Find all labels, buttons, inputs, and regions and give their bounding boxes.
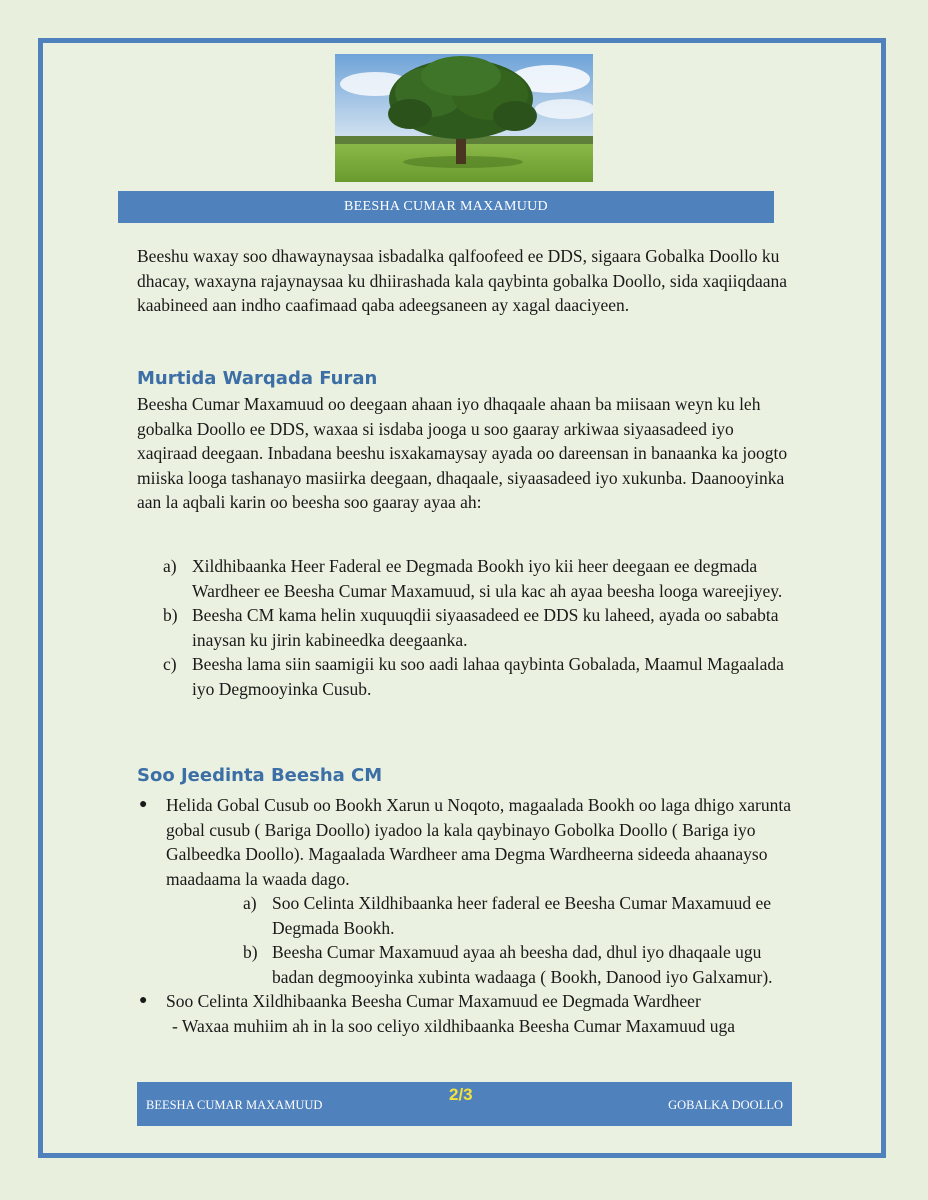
list-item [163,554,803,603]
dash-line: - Waxaa muhiim ah in la soo celiyo xildhibaanka Beesha Cumar Maxamuud uga [172,1015,735,1036]
sub-list [243,891,793,989]
proposal-list [137,793,797,1038]
list-item [243,891,793,940]
bullet-text: Soo Celinta Xildhibaanka Beesha Cumar Maxamuud ee Degmada Wardheer [166,991,701,1011]
section-heading-soo-jeedinta: Soo Jeedinta Beesha CM [137,765,383,786]
bullet-icon: ● [139,993,148,1008]
section1-paragraph: Beesha Cumar Maxamuud oo deegaan ahaan iyo dhaqaale ahaan ba miisaan weyn ku leh gobalka Doollo ee DDS, waxaa si isdaba jooga u soo gaaray arkiwaa siyaasadeed iyo xaqiraad deegaan. Inbadana beeshu isxakamaysay ayada oo dareensan in banaanka ka joogto miiska looga tashanayo masiirka deegaan, dhaqaale, siyaasadeed iyo xukunba. Daanooyinka aan la aqbali karin oo beesha soo gaaray ayaa ah: [137,394,788,512]
footer-left: BEESHA CUMAR MAXAMUUD [146,1098,323,1112]
list-item [163,603,803,652]
list-item-text: Soo Celinta Xildhibaanka heer faderal ee Beesha Cumar Maxamuud ee Degmada Bookh. [272,893,772,938]
bullet-icon: ● [139,797,148,812]
grievance-list [163,554,803,701]
page-number: 2/3 [449,1085,473,1104]
list-item-text: Beesha lama siin saamigii ku soo aadi lahaa qaybinta Gobalada, Maamul Magaalada iyo Degmooyinka Cusub. [192,654,784,699]
list-item-text: Xildhibaanka Heer Faderal ee Degmada Bookh iyo kii heer deegaan ee degmada Wardheer ee Beesha Cumar Maxamuud, si ula kac ah ayaa beesha looga wareejiyey. [192,556,783,601]
section-heading-murtida: Murtida Warqada Furan [137,368,378,389]
bullet-item [137,989,797,1014]
document-title: BEESHA CUMAR MAXAMUUD [118,191,774,223]
page-footer [137,1082,792,1126]
intro-paragraph: Beeshu waxay soo dhawaynaysaa isbadalka qalfoofeed ee DDS, sigaara Gobalka Doollo ku dhacay, waxayna rajaynaysaa ku dhiirashada kala qaybinta gobalka Doollo, sida xaqiiqdaana kaabineed aan indho caafimaad qaba adeegsaneen ay xagal daaciyeen. [137,246,788,315]
list-item-text: Beesha Cumar Maxamuud ayaa ah beesha dad, dhul iyo dhaqaale ugu badan degmooyinka xubinta wadaaga ( Bookh, Danood iyo Galxamur). [272,942,773,987]
bullet-item [137,793,797,891]
tree-image [335,54,593,182]
list-item-text: Beesha CM kama helin xuquuqdii siyaasadeed ee DDS ku laheed, ayada oo sababta inaysan ku jirin kabineedka deegaanka. [192,605,779,650]
list-item [163,652,803,701]
bullet-text: Helida Gobal Cusub oo Bookh Xarun u Noqoto, magaalada Bookh oo laga dhigo xarunta gobal cusub ( Bariga Doollo) iyadoo la kala qaybinayo Gobolka Doollo ( Bariga iyo Galbeedka Doollo). Magaalada Wardheer ama Degma Wardheerna sideeda ahaanayso maadaama la waada dago. [166,795,792,889]
list-marker: a) [243,893,257,913]
footer-right: GOBALKA DOOLLO [668,1098,783,1112]
list-item [243,940,793,989]
list-marker: c) [163,654,177,674]
list-marker: b) [163,605,178,625]
list-marker: a) [163,556,177,576]
list-marker: b) [243,942,258,962]
